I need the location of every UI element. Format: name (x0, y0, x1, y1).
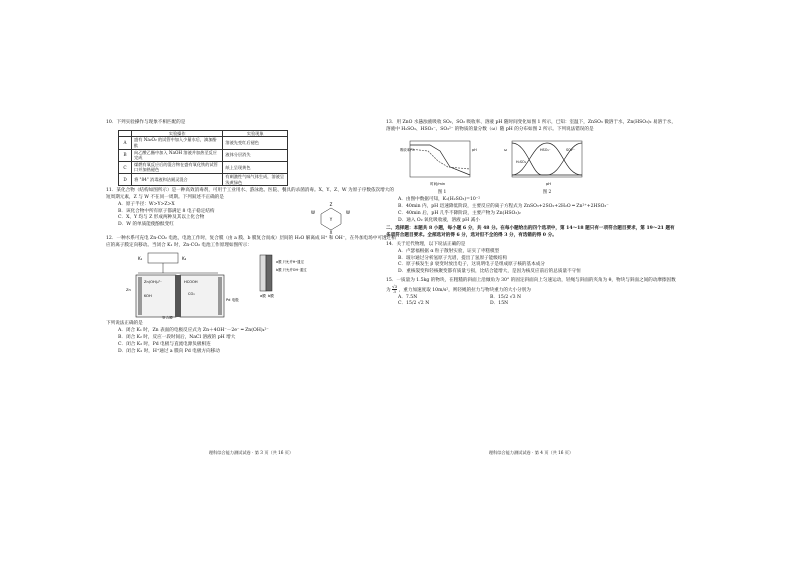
species-so3: SO₃²⁻ (566, 147, 576, 152)
row-phen: 溶液先变红后褪色 (223, 137, 288, 149)
row-phen: 液体分层消失 (223, 149, 288, 161)
q11-option-a: A．原子半径：W>Y>Z>X (118, 201, 175, 207)
row-phen: 纸上呈现黄色 (223, 161, 288, 173)
q12-option-c: C．闭合 K₂ 时，Pd 电极与直流电源负极相连 (118, 341, 211, 347)
q11-stem: 11．某化合物（结构如图所示）是一种高效消毒剂，可用于工业用水、游泳池、医院、餐具的杀菌消毒。X、Y、Z、W 为原子序数依次增大的短周期元素，Z 与 W 不在同一周期。下列叙述不正确的是 (106, 188, 394, 200)
q14-option-c: C．原子核发生 β 衰变时放出电子，这说明电子是组成原子核的基本成分 (398, 262, 545, 268)
q12-membrane-detail (254, 251, 314, 299)
zn-oh-label: Zn(OH)₄²⁻ (144, 280, 162, 285)
table-row (119, 149, 288, 161)
q15-stem-b: ，重力加速度取 10m/s²，则轻绳的拉力与物块重力的大小分别为 (398, 287, 531, 293)
fig2-x-label: pH (546, 181, 551, 186)
fig1-y-left-label: 吸收率/% (400, 147, 415, 152)
species-hso3: HSO₃⁻ (540, 147, 551, 152)
q11-option-c: C．X、Y 均与 Z 形成两种及其以上化合物 (118, 215, 205, 221)
q15-stem-a: 15．一质量为 1.5kg 的物块，在粗糙的斜面上沿倾角为 30° 的固定斜面向上匀速运动，轻绳与斜面的夹角为 θ，物块与斜面之间的动摩擦因数为 (386, 277, 676, 293)
right-page-footer: 理科综合能力测试试卷 · 第 4 页（共 16 页） (488, 450, 574, 456)
row-label: C (119, 161, 132, 173)
legend-a: a膜 只允许H⁺通过 (276, 260, 304, 265)
q11-structure-figure (306, 202, 356, 234)
q14-option-d: D．重核裂变和轻核聚变都有质量亏损，比结合能增大，是因为核反应前后的总质量不守恒 (398, 269, 581, 275)
membrane-label: 复合膜 (162, 316, 173, 320)
table-row (119, 161, 288, 173)
row-op: 盛有 Na₂O₂ 的试管中加入少量水后，滴加酚酞 (132, 137, 223, 149)
q13-option-c: C．40min 后，pH 几乎不降阶段，主要产物为 Zn(HSO₃)₂ (398, 210, 521, 216)
q13-stem: 13．用 ZnO 水悬浊液吸收 SO₂，SO₂ 吸收率、溶液 pH 随时间变化如图 1 所示，已知：室温下，ZnSO₃ 微溶于水，Zn(HSO₃)₂ 易溶于水，溶液中 H₂SO₃、HSO₃⁻、SO₃²⁻ 的物质的量分数（ω）随 pH 的分布如图 2 所示。下列说法错误的是 (386, 120, 676, 132)
mu-numerator: √3 (392, 283, 398, 289)
legend-b: b膜 只允许OH⁻通过 (276, 268, 307, 273)
atom-y-label: Y (329, 216, 333, 222)
q15-stem (386, 278, 676, 295)
table-row (119, 173, 288, 185)
pd-label: Pd 电极 (226, 298, 239, 303)
right-page (386, 118, 676, 463)
q12-cell-figure (118, 251, 248, 319)
table-header-phen: 实验现象 (223, 130, 288, 137)
q15-option-a: A．7.5N (398, 294, 418, 300)
row-label: D (119, 173, 132, 185)
left-page-footer: 理科综合能力测试试卷 · 第 3 页（共 16 页） (208, 450, 294, 456)
q12-option-d: D．闭合 K₂ 时，H⁺通过 a 膜向 Pd 电极方向移动 (118, 348, 220, 354)
q15-options (386, 295, 586, 309)
q13-fig1 (400, 137, 484, 198)
q13-option-d: D．通入 O₂ 氧化吸收液，溶液 pH 减小 (398, 217, 480, 223)
row-op: 煤燃有氧反应后的混合物在盛有氧化铁的试管口并加热褪色 (132, 161, 223, 173)
q12-figure-row (118, 251, 396, 319)
q13-option-b: B．40min 内，pH 迅速降低阶段，主要反应的离子方程式为 ZnSO₃+2SO₂+2H₂O ═ Zn²⁺+2HSO₃⁻ (398, 203, 609, 209)
q11-option-b: B．该化合物中所有原子都满足 8 电子稳定结构 (118, 208, 215, 214)
q14-stem: 14．关于近代物理，以下说法正确的是 (386, 241, 466, 247)
q12-option-a: A．闭合 K₁ 时，Zn 表面的电极反应式为 Zn＋4OH⁻－2e⁻ ═ Zn(OH)₄²⁻ (118, 328, 269, 334)
q15-option-c: C．15/2 √2 N (398, 301, 430, 307)
species-h2so3: H₂SO₃ (516, 159, 527, 164)
left-page (106, 118, 396, 463)
table-header-op: 实验操作 (132, 130, 223, 137)
q14-option-b: B．玻尔通过分析氢原子光谱，提出了氢原子能级结构 (398, 255, 508, 261)
atom-z-label: Z (329, 201, 333, 207)
q11-block (106, 188, 396, 234)
mu-fraction (392, 285, 397, 294)
atom-w-label: W (311, 209, 315, 215)
co2-label: CO₂ (188, 292, 195, 297)
q15-option-d: D．15N (490, 301, 509, 307)
row-phen: 有刺激性气味气体生成，溶液呈浅黄绿色 (223, 173, 288, 185)
q13-option-a: A．由图中数据可知，K₁(H₂SO₃)=10⁻² (398, 197, 481, 203)
table-row (119, 137, 288, 149)
q13-figures (400, 137, 676, 198)
atom-x-label: X (329, 229, 333, 234)
zn-label: Zn (126, 288, 131, 293)
a-membrane-label: a膜 (260, 294, 266, 299)
fig1-y-right-label: pH (472, 147, 477, 152)
mu-denominator: 3 (393, 288, 396, 294)
section-2-heading: 二、选择题：本题共 8 小题，每小题 6 分，共 48 分。在每小题给出的四个选项中，第 14～18 题只有一项符合题目要求，第 19～21 题有多项符合题目要求。全部选对的得 6 分，选对但不全的得 3 分，有选错的得 0 分。 (386, 226, 675, 239)
atom-w-label: W (346, 209, 350, 215)
q12-option-b: B．闭合 K₂ 时，反应一段时间后，NaCl 溶液的 pH 增大 (118, 334, 236, 340)
q10-table (118, 130, 288, 186)
fig1-caption: 图 1 (437, 190, 447, 196)
hcooh-label: HCOOH (184, 280, 198, 285)
q15-option-b: B．15/2 √3 N (490, 294, 522, 300)
q14-option-a: A．卢瑟福根据 α 粒子散射实验，证实了枣糕模型 (398, 248, 500, 254)
k2-label: K₂ (182, 256, 187, 262)
row-label: B (119, 149, 132, 161)
table-corner (119, 130, 132, 137)
q10-stem: 10．下列实验操作与现象不相匹配的是 (106, 120, 186, 125)
fig1-x-label: 时间/min (430, 181, 446, 186)
q11-option-d: D．W 的单质能使酚酞变红 (118, 222, 174, 228)
row-label: A (119, 137, 132, 149)
koh-label: KOH (144, 294, 152, 299)
b-membrane-label: b膜 (268, 294, 274, 299)
fig2-y-label: ω (504, 147, 508, 152)
q12-lead: 下列说法正确的是 (106, 321, 143, 327)
k1-label: K₁ (138, 256, 143, 262)
row-op: 向乙酸乙酯中加入 NaOH 溶液并加热至反应完成 (132, 149, 223, 161)
q12-stem: 12．一种水系可充电 Zn-CO₂ 电池，电池工作时，复合膜（由 a 膜、b 膜复合而成）层间的 H₂O 解离成 H⁺ 和 OH⁻，在外加电场中可透过相应的离子膜定向移动。当闭合 K₁ 时，Zn-CO₂ 电池工作原理如图所示： (106, 235, 396, 248)
q13-fig2 (502, 137, 592, 198)
row-op: 将 "84" 消毒液和洁厕灵混合 (132, 173, 223, 185)
fig2-caption: 图 2 (542, 190, 552, 196)
